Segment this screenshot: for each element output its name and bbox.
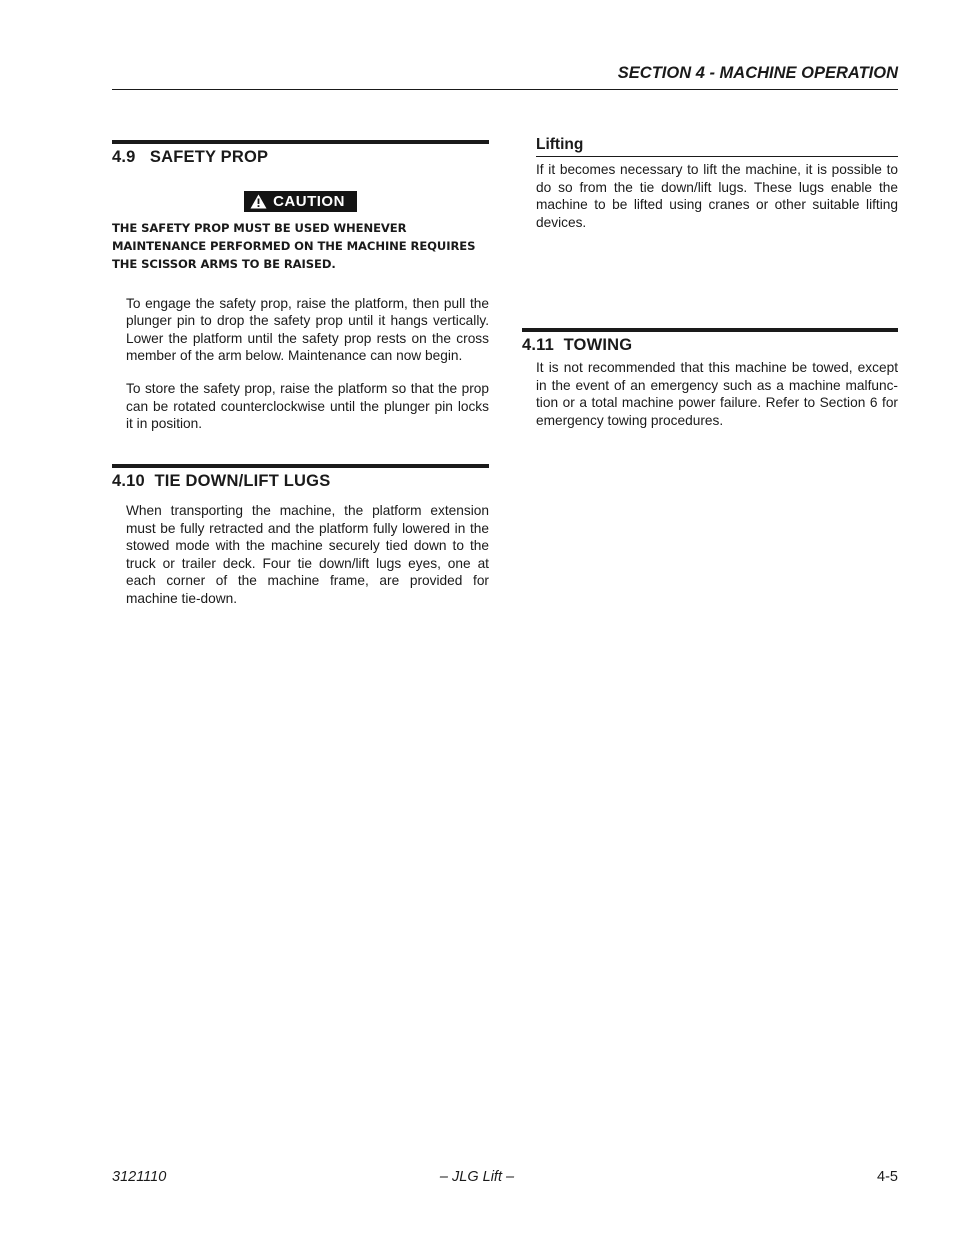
section-heading: 4.11 TOWING <box>522 336 633 354</box>
caution-message: THE SAFETY PROP MUST BE USED WHENEVER MAINTENANCE PERFORMED ON THE MACHINE REQUIRES THE SCISSOR ARMS TO BE RAISED. <box>112 221 476 272</box>
paragraph: It is not recommended that this machine be towed, except in the event of an emergency such as a machine malfunc-tion or a total machine power failure. Refer to Section 6 for emergency towing procedures. <box>536 360 898 428</box>
paragraph: To engage the safety prop, raise the platform, then pull the plunger pin to drop the safety prop until it hangs vertically. Lower the platform until the safety prop rests on the cross member of the arm below. Maintenance can now begin. <box>126 295 489 364</box>
caution-word: CAUTION <box>273 193 345 210</box>
footer-brand: – JLG Lift – <box>439 1169 515 1185</box>
warning-triangle-icon <box>250 194 267 209</box>
paragraph: When transporting the machine, the platform extension must be fully retracted and the platform fully lowered in the stowed mode with the machine securely tied down to the truck or trailer deck. Four tie down/lift lugs eyes, one at each corner of the machine frame, are provided for machine tie-down. <box>126 503 489 606</box>
page-number: 4-5 <box>877 1169 898 1185</box>
subsection-lifting <box>522 136 898 231</box>
section-heading: 4.10 TIE DOWN/LIFT LUGS <box>112 472 331 490</box>
caution-box <box>112 191 489 214</box>
section-title: SECTION 4 - MACHINE OPERATION <box>617 64 898 82</box>
section-bar <box>522 328 898 332</box>
doc-number: 3121110 <box>112 1169 167 1185</box>
section-tie-down <box>112 464 489 608</box>
section-safety-prop <box>112 140 489 433</box>
section-bar <box>112 140 489 144</box>
caution-label <box>244 191 357 212</box>
subsection-heading: Lifting <box>536 136 898 157</box>
section-bar <box>112 464 489 468</box>
header-rule <box>112 89 898 90</box>
paragraph: To store the safety prop, raise the platform so that the prop can be rotated counterclockwise until the plunger pin locks it in position. <box>126 380 489 432</box>
section-towing <box>522 328 898 429</box>
paragraph: If it becomes necessary to lift the machine, it is possible to do so from the tie down/lift lugs. These lugs enable the machine to be lifted using cranes or other suitable lifting devices. <box>536 162 898 230</box>
section-heading: 4.9 SAFETY PROP <box>112 148 269 166</box>
